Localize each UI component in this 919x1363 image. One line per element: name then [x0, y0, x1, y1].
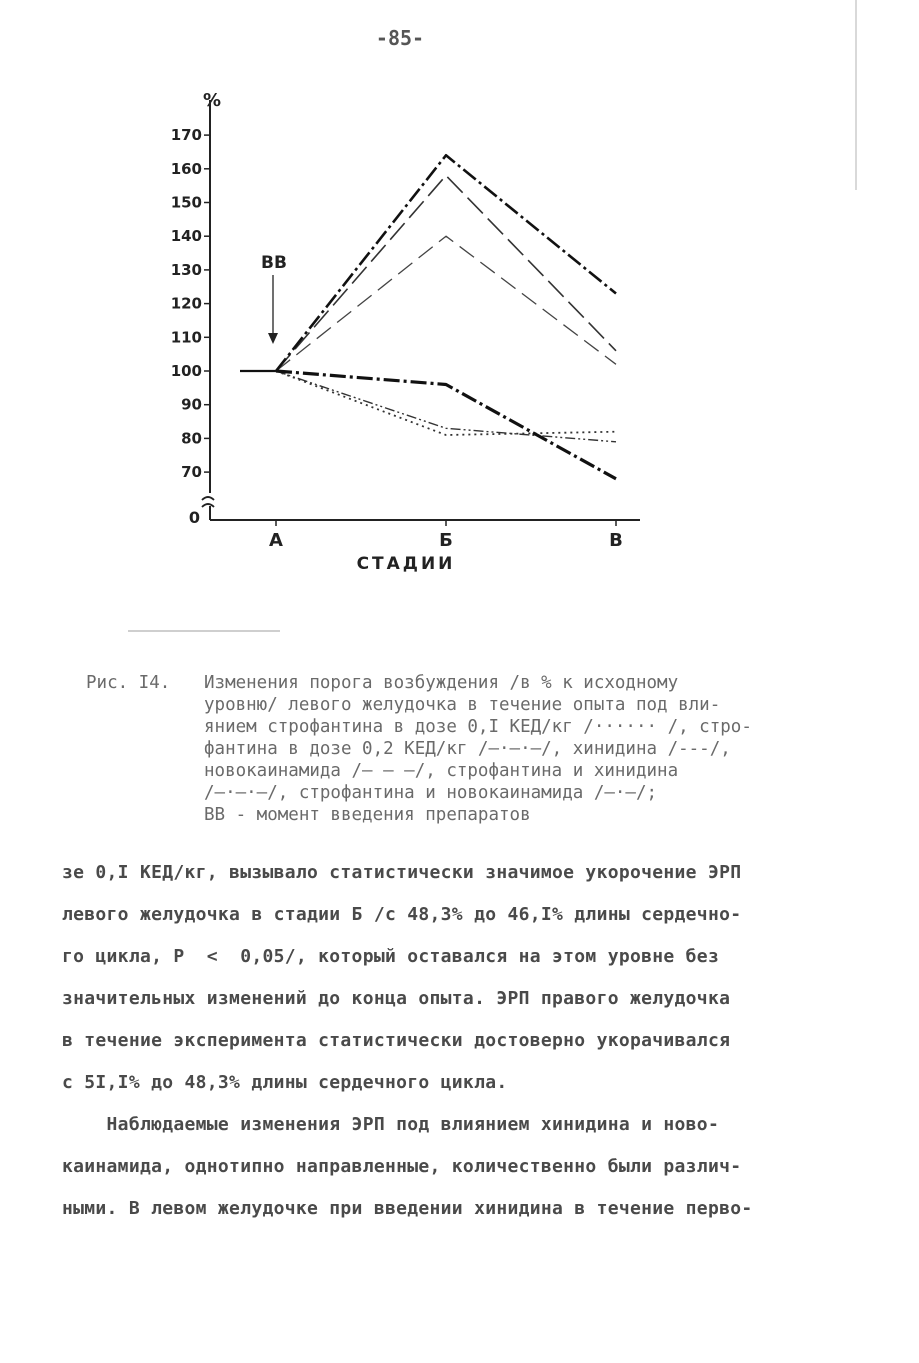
body-line: значительных изменений до конца опыта. ЭРП правого желудочка — [62, 988, 731, 1009]
series-line-1 — [276, 371, 616, 435]
caption-label: Рис. I4. — [86, 673, 171, 693]
figure-14-chart — [0, 0, 919, 600]
x-tick-label: В — [609, 530, 623, 551]
x-tick-label: Б — [439, 530, 453, 551]
series-line-2 — [276, 371, 616, 442]
body-line: Наблюдаемые изменения ЭРП под влиянием хинидина и ново- — [62, 1114, 720, 1135]
page-number: -85- — [375, 26, 425, 50]
body-line: левого желудочка в стадии Б /с 48,3% до 46,I% длины сердечно- — [62, 904, 742, 925]
x-axis-label: СТАДИИ — [356, 554, 456, 574]
y-tick-label: 100 — [170, 362, 202, 380]
y-tick-label: 90 — [181, 395, 202, 414]
body-line: каинамида, однотипно направленные, количественно были различ- — [62, 1156, 742, 1177]
y-tick-label: 150 — [170, 193, 202, 212]
axis-break-mark — [202, 497, 214, 507]
body-line: го цикла, Р < 0,05/, который оставался на этом уровне без — [62, 946, 720, 967]
y-tick-label: 140 — [170, 227, 202, 246]
caption-line: /—·—·—/, строфантина и новокаинамида /—·—/; — [204, 783, 658, 803]
caption-line: новокаинамида /— — —/, строфантина и хинидина — [204, 761, 679, 781]
caption-line: фантина в дозе 0,2 КЕД/кг /—·—·—/, хинидина /---/, — [204, 739, 731, 759]
y-tick-label: 170 — [170, 126, 202, 145]
y-tick-label: 80 — [181, 429, 202, 448]
caption-line: ВВ - момент введения препаратов — [204, 805, 531, 825]
annotation-label: ВВ — [261, 253, 287, 273]
y-axis-label: % — [203, 90, 222, 111]
y-tick-label: 110 — [170, 328, 202, 347]
y-tick-label: 70 — [181, 463, 202, 482]
series-line-6 — [276, 371, 616, 479]
series-line-5 — [276, 155, 616, 371]
y-tick-label: 130 — [170, 260, 202, 279]
body-line: в течение эксперимента статистически достоверно укорачивался — [62, 1030, 731, 1051]
x-tick-label: А — [269, 530, 283, 551]
y-tick-label: 160 — [170, 159, 202, 178]
y-zero-label: 0 — [188, 508, 200, 527]
body-line: зе 0,I КЕД/кг, вызывало статистически значимое укорочение ЭРП — [62, 862, 742, 883]
caption-line: уровню/ левого желудочка в течение опыта под вли- — [204, 695, 721, 715]
series-line-3 — [276, 236, 616, 371]
series-line-4 — [276, 176, 616, 372]
caption-line: янием строфантина в дозе 0,I КЕД/кг /······ /, стро- — [204, 717, 752, 737]
y-tick-label: 120 — [170, 294, 202, 313]
body-line: с 5I,I% до 48,3% длины сердечного цикла. — [62, 1072, 508, 1093]
annotation-arrow-head — [268, 333, 278, 344]
separator-line — [128, 630, 280, 632]
caption-line: Изменения порога возбуждения /в % к исходному — [204, 673, 679, 693]
body-line: ными. В левом желудочке при введении хинидина в течение перво- — [62, 1198, 753, 1219]
